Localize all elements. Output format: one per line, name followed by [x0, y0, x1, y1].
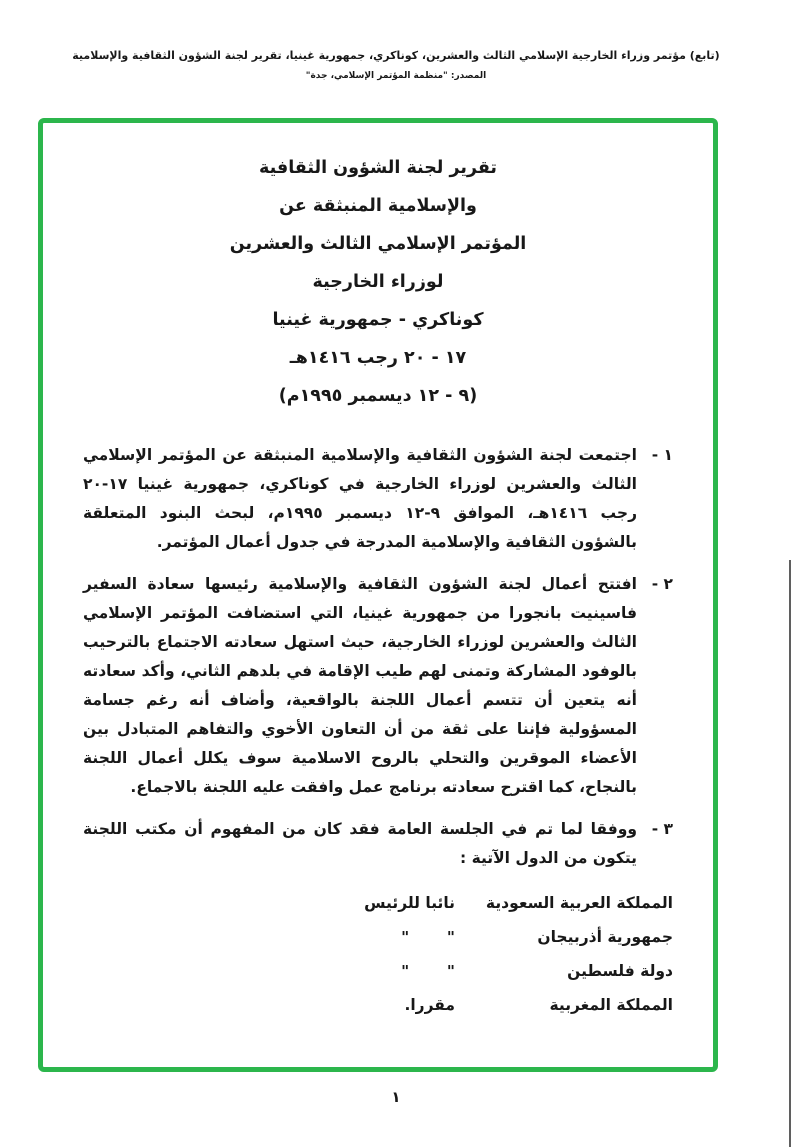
page-number: ١: [391, 1088, 401, 1106]
document-frame: [38, 118, 718, 1072]
paragraph-3: [83, 815, 673, 873]
title-line-3: المؤتمر الإسلامي الثالث والعشرين: [229, 234, 527, 254]
bureau-role-2: " ": [401, 928, 455, 946]
paragraph-2-text: افتتح أعمال لجنة الشؤون الثقافية والإسلامية رئيسها سعادة السفير فاسينيت بانجورا من جمهورية غينيا، التي استضافت المؤتمر الإسلامي الثالث والعشرين لوزراء الخارجية، حيث استهل سعادته الاجتماع بالترحيب بالوفود المشاركة وتمنى لهم طيب الإقامة في بلدهم الثاني، وأكد سعادته أنه يتعين أن تتسم أعمال اللجنة بالواقعية، وأضاف أنه رغم جسامة المسؤولية فإننا على ثقة من أن التعاون الأخوي والتفاهم المتبادل بين الأعضاء الموقرين والتحلي بالروح الاسلامية سوف يكلل أعمال اللجنة بالنجاح، كما اقترح سعادته برنامج عمل وافقت عليه اللجنة بالاجماع.: [83, 575, 637, 796]
title-line-5: كوناكري - جمهورية غينيا: [272, 310, 484, 330]
bureau-row-1: [83, 886, 673, 920]
bureau-country-4: المملكة المغربية: [549, 996, 673, 1014]
bureau-country-1: المملكة العربية السعودية: [485, 894, 673, 912]
catalog-header: [0, 48, 792, 83]
title-line-1: تقرير لجنة الشؤون الثقافية: [259, 158, 497, 178]
bureau-row-3: [83, 954, 673, 988]
bureau-role-3: " ": [401, 962, 455, 980]
title-line-6: ١٧ - ٢٠ رجب ١٤١٦هـ: [289, 348, 467, 368]
bureau-country-2: جمهورية أذربيجان: [537, 928, 673, 946]
catalog-header-source: المصدر: "منظمة المؤتمر الإسلامي، جدة": [305, 71, 487, 81]
paragraph-2-number: ٢ -: [651, 575, 673, 593]
scan-edge-artifact-line: [789, 560, 791, 1147]
title-line-2: والإسلامية المنبثقة عن: [279, 196, 477, 216]
catalog-header-title: (تابع) مؤتمر وزراء الخارجية الإسلامي الثالث والعشرين، كوناكري، جمهورية غينيا، تقرير لجنة الشؤون الثقافية والإسلامية: [72, 49, 720, 62]
paragraph-3-number: ٣ -: [651, 820, 673, 838]
paragraph-list: [83, 441, 673, 873]
paragraph-2: [83, 570, 673, 802]
paragraph-3-text: ووفقا لما تم في الجلسة العامة فقد كان من المفهوم أن مكتب اللجنة يتكون من الدول الآتية :: [83, 820, 637, 867]
paragraph-1-number: ١ -: [651, 446, 673, 464]
paragraph-1-text: اجتمعت لجنة الشؤون الثقافية والإسلامية المنبثقة عن المؤتمر الإسلامي الثالث والعشرين لوزراء الخارجية في كوناكري، جمهورية غينيا ١٧-٢٠ رجب ١٤١٦هـ، الموافق ٩-١٢ ديسمبر ١٩٩٥م، لبحث البنود المتعلقة بالشؤون الثقافية والإسلامية المدرجة في جدول أعمال المؤتمر.: [83, 446, 638, 551]
paragraph-1: [83, 441, 673, 557]
bureau-row-2: [83, 920, 673, 954]
bureau-role-1: نائبا للرئيس: [364, 894, 455, 912]
document-title-block: [83, 149, 673, 415]
title-line-7: (٩ - ١٢ ديسمبر ١٩٩٥م): [278, 386, 478, 406]
bureau-role-4: مقررا.: [404, 996, 455, 1014]
bureau-row-4: [83, 988, 673, 1022]
bureau-members-list: [83, 886, 673, 1022]
title-line-4: لوزراء الخارجية: [312, 272, 444, 292]
bureau-country-3: دولة فلسطين: [567, 962, 673, 980]
